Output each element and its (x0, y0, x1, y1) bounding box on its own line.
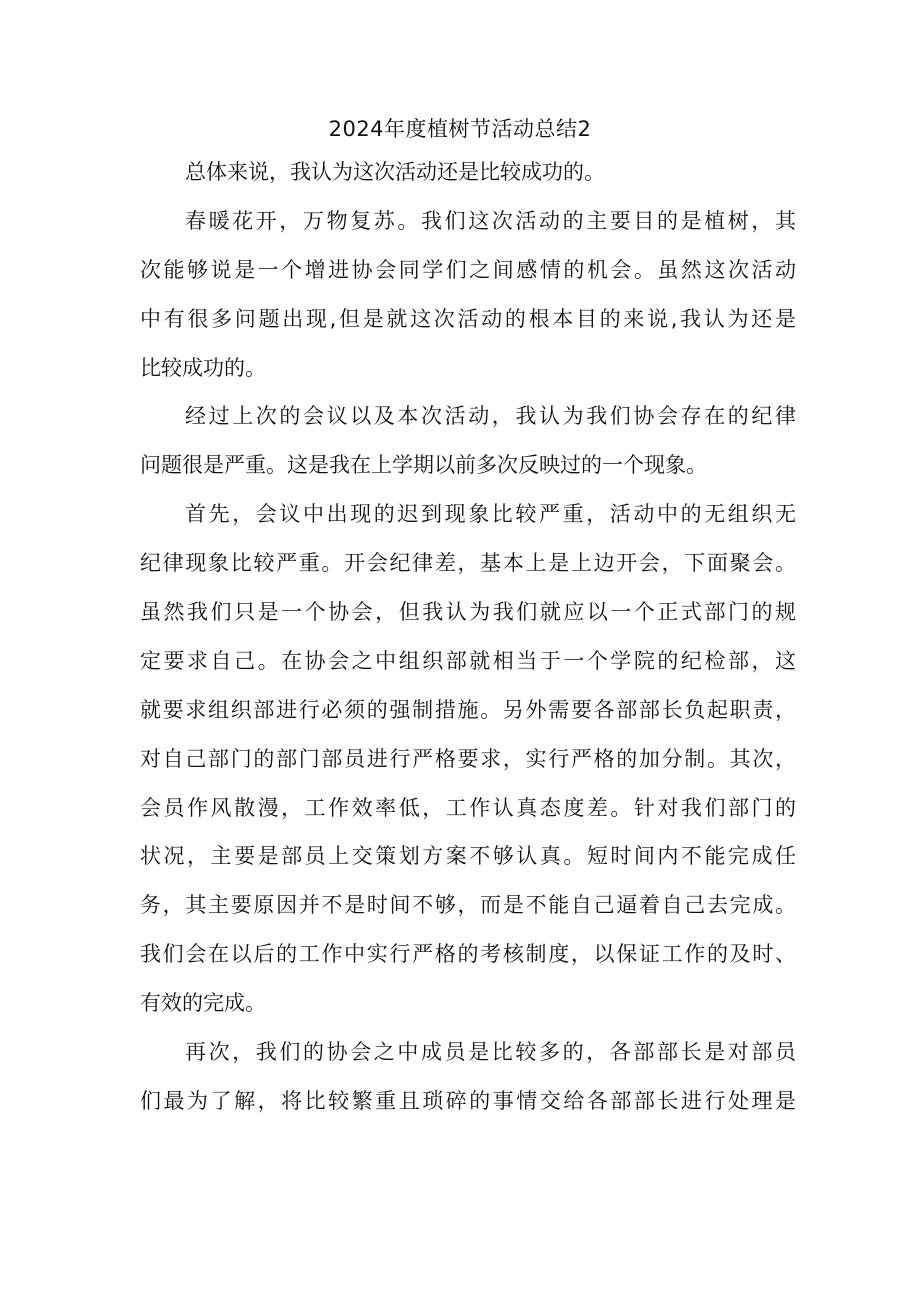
paragraph-line: 再次，我们的协会之中成员是比较多的，各部部长是对部员 (185, 1040, 796, 1065)
document-body (140, 148, 796, 1126)
paragraph-line: 虽然我们只是一个协会，但我认为我们就应以一个正式部门的规 (140, 600, 796, 625)
paragraph-line: 问题很是严重。这是我在上学期以前多次反映过的一个现象。 (140, 453, 707, 478)
paragraph-line: 对自己部门的部门部员进行严格要求，实行严格的加分制。其次， (140, 746, 796, 771)
paragraph-line: 我们会在以后的工作中实行严格的考核制度，以保证工作的及时、 (140, 942, 796, 967)
document-title: 2024年度植树节活动总结2 (328, 117, 592, 141)
paragraph-line: 首先，会议中出现的迟到现象比较严重，活动中的无组织无 (185, 502, 796, 527)
paragraph-line: 纪律现象比较严重。开会纪律差，基本上是上边开会，下面聚会。 (140, 551, 796, 576)
paragraph-line: 次能够说是一个增进协会同学们之间感情的机会。虽然这次活动 (140, 257, 796, 282)
paragraph-line: 就要求组织部进行必须的强制措施。另外需要各部部长负起职责， (140, 697, 796, 722)
paragraph-line: 经过上次的会议以及本次活动，我认为我们协会存在的纪律 (185, 404, 796, 429)
paragraph-line: 比较成功的。 (140, 355, 266, 380)
paragraph-line: 有效的完成。 (140, 991, 266, 1016)
paragraph-line: 务，其主要原因并不是时间不够，而是不能自己逼着自己去完成。 (140, 893, 796, 918)
paragraph-line: 们最为了解，将比较繁重且琐碎的事情交给各部部长进行处理是 (140, 1088, 796, 1113)
paragraph-line: 定要求自己。在协会之中组织部就相当于一个学院的纪检部，这 (140, 648, 796, 673)
paragraph-line: 总体来说，我认为这次活动还是比较成功的。 (185, 160, 605, 184)
paragraph-line: 春暖花开，万物复苏。我们这次活动的主要目的是植树，其 (185, 208, 796, 233)
paragraph-line: 状况，主要是部员上交策划方案不够认真。短时间内不能完成任 (140, 844, 796, 869)
paragraph-line: 中有很多问题出现,但是就这次活动的根本目的来说,我认为还是 (140, 306, 796, 331)
paragraph-line: 会员作风散漫，工作效率低，工作认真态度差。针对我们部门的 (140, 795, 796, 820)
